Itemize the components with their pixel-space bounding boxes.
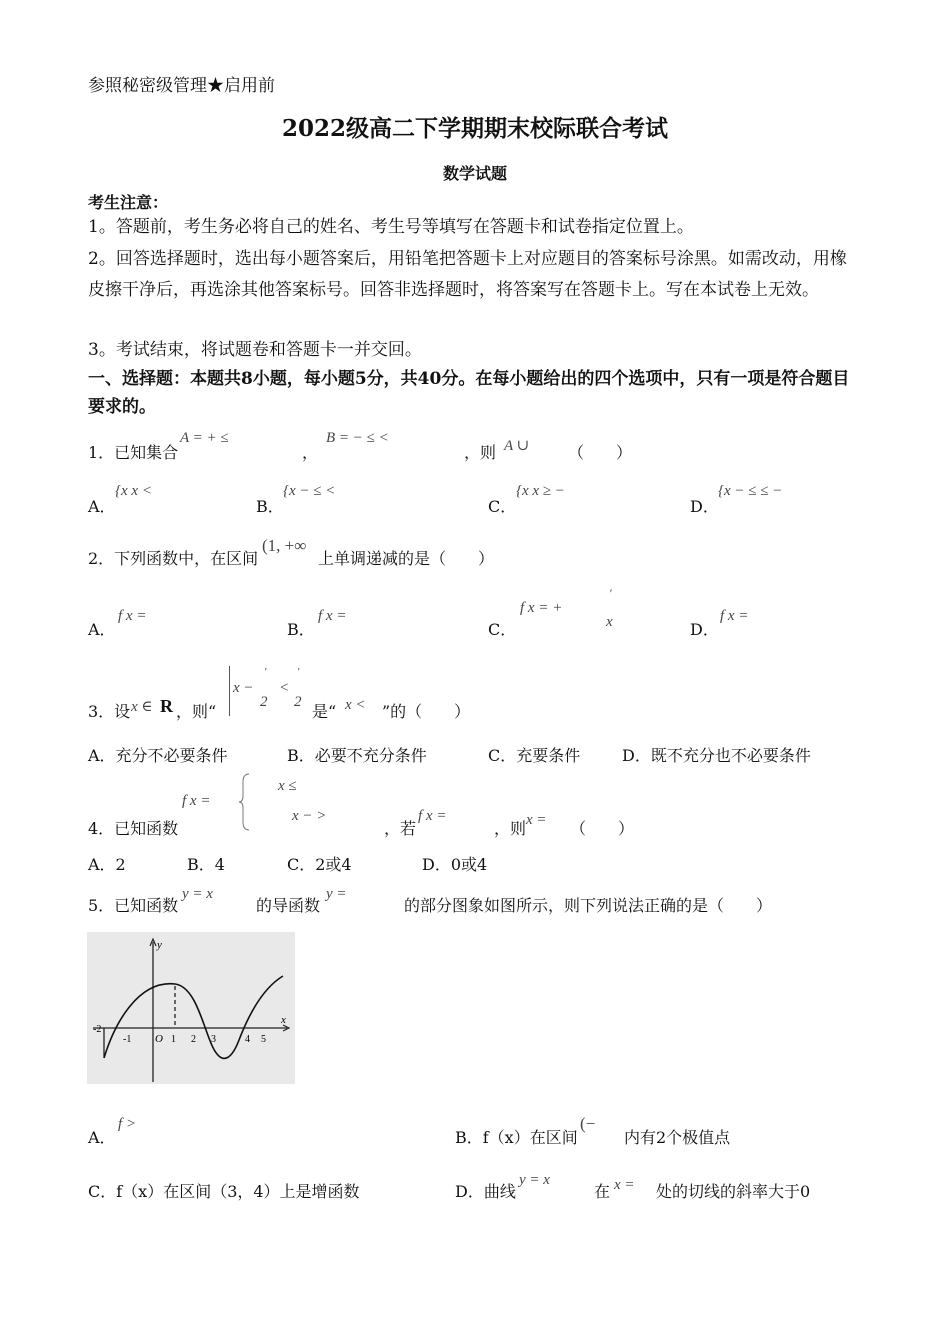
graph-tick-2: 2 <box>191 1034 196 1045</box>
exam-subtitle: 数学试题 <box>442 164 507 183</box>
q3-frac2-num: ' <box>297 666 300 678</box>
graph-y-label: y <box>157 939 162 951</box>
q1-option-a: {x x < <box>115 483 152 499</box>
q3-option-b: B．必要不充分条件 <box>287 746 427 765</box>
q4-prefix: 4．已知函数 <box>88 819 179 838</box>
q2-option-c: f x = + <box>520 600 563 616</box>
graph-tick-1: 1 <box>171 1034 176 1045</box>
q5-option-a-label: A． <box>88 1128 116 1147</box>
q2-interval: (1, +∞ <box>262 536 307 555</box>
q3-is: 是“ <box>312 702 337 721</box>
exam-title: 2022级高二下学期期末校际联合考试 <box>281 115 668 142</box>
q1-option-b-label: B． <box>256 497 284 516</box>
q1-option-c-label: C． <box>488 497 517 516</box>
q3-reals: R <box>160 696 173 716</box>
graph-tick-neg2: -2 <box>93 1024 102 1035</box>
q4-option-a: A．2 <box>88 855 126 874</box>
q5-prefix: 5．已知函数 <box>88 896 179 915</box>
q1-set-a: A = + ≤ <box>180 430 229 446</box>
notice-item-3: 3。考试结束，将试题卷和答题卡一并交回。 <box>88 340 422 360</box>
graph-background <box>87 932 295 1084</box>
q2-option-d-label: D． <box>690 620 719 639</box>
q2-option-c-denominator: x <box>606 614 613 630</box>
q4-then: ，则 <box>494 819 527 838</box>
q5-option-d-suffix: 处的切线的斜率大于0 <box>656 1182 811 1201</box>
graph-tick-3: 3 <box>211 1034 216 1045</box>
q5-option-d-label: D．曲线 <box>455 1182 516 1201</box>
q3-cond: x < <box>345 697 366 713</box>
q1-option-d: {x − ≤ ≤ − <box>718 483 783 499</box>
notice-item-2: 2。回答选择题时，选出每小题答案后，用铅笔把答题卡上对应题目的答案标号涂黑。如需改动，用橡皮擦干净后，再选涂其他答案标号。回答非选择题时，将答案写在答题卡上。写在本试卷上无效。 <box>88 249 847 300</box>
q4-piecewise-brace <box>238 772 252 832</box>
q1-prefix: 1．已知集合 <box>88 443 179 462</box>
q5-option-d-point: x = <box>614 1177 635 1193</box>
q1-set-b: B = − ≤ < <box>326 430 389 446</box>
q2-option-a-label: A． <box>88 620 116 639</box>
q3-abs-bar-left <box>229 666 230 716</box>
q3-option-c: C．充要条件 <box>488 746 581 765</box>
q2-option-c-label: C． <box>488 620 517 639</box>
q3-abs-expr: x − <box>233 680 254 696</box>
q5-derivative: y = <box>326 886 347 902</box>
q1-then: ，则 <box>464 443 497 462</box>
graph-tick-neg1: -1 <box>123 1034 132 1045</box>
q1-option-a-label: A． <box>88 497 116 516</box>
q3-frac1-num: ' <box>264 666 267 678</box>
q5-option-d-at: 在 <box>594 1182 611 1201</box>
q5-option-a: f > <box>118 1116 137 1132</box>
q3-frac2-den: 2 <box>294 694 302 710</box>
notice-heading: 考生注意： <box>88 193 169 212</box>
q2-option-c-numerator: ' <box>609 586 612 600</box>
q3-x-in: x ∈ <box>131 699 153 715</box>
q5-derivative-label: 的导函数 <box>256 896 321 915</box>
secrecy-label: 参照秘密级管理★启用前 <box>88 76 275 96</box>
graph-x-label: x <box>281 1014 286 1026</box>
q4-option-b: B．4 <box>187 855 225 874</box>
q4-option-d: D．0或4 <box>422 855 488 874</box>
q2-option-b: f x = <box>318 608 347 624</box>
notice-item-1: 1。答题前，考生务必将自己的姓名、考生号等填写在答题卡和试卷指定位置上。 <box>88 217 694 237</box>
graph-tick-5: 5 <box>261 1034 266 1045</box>
q3-prefix: 3．设 <box>88 702 131 721</box>
q1-option-d-label: D． <box>690 497 719 516</box>
graph-tick-4: 4 <box>245 1034 250 1045</box>
q3-frac1-den: 2 <box>260 694 268 710</box>
q2-suffix: 上单调递减的是（ ） <box>318 549 495 568</box>
q5-option-b-suffix: 内有2个极值点 <box>624 1128 731 1147</box>
graph-origin-label: O <box>155 1033 163 1045</box>
q4-case-1: x ≤ <box>278 778 297 794</box>
q3-then: ，则“ <box>176 702 217 721</box>
q5-option-d-curve: y = x <box>519 1172 550 1188</box>
q1-comma: ， <box>302 443 319 462</box>
q5-suffix: 的部分图象如图所示，则下列说法正确的是（ ） <box>404 896 773 915</box>
q3-suffix: ”的（ ） <box>382 702 471 721</box>
q1-option-b: {x − ≤ < <box>283 483 336 499</box>
q4-fx: f x = <box>182 793 211 809</box>
q3-option-d: D．既不充分也不必要条件 <box>622 746 811 765</box>
q2-option-a: f x = <box>118 608 147 624</box>
q4-condition: f x = <box>418 808 447 824</box>
q3-abs-lt: < <box>280 680 289 696</box>
q5-derivative-graph <box>87 932 295 1084</box>
q5-option-b-label: B．f（x）在区间 <box>455 1128 578 1147</box>
q2-prefix: 2．下列函数中，在区间 <box>88 549 259 568</box>
q1-union: A ∪ <box>504 438 530 454</box>
q4-case-2: x − > <box>292 808 327 824</box>
q4-option-c: C．2或4 <box>287 855 352 874</box>
q2-option-d: f x = <box>720 608 749 624</box>
section-heading: 一、选择题：本题共8小题，每小题5分，共40分。在每小题给出的四个选项中，只有一项是符合题目要求的。 <box>88 369 850 417</box>
q1-paren: （ ） <box>568 443 633 462</box>
q4-paren: （ ） <box>570 819 635 838</box>
q5-func: y = x <box>182 886 213 902</box>
q4-if: ，若 <box>384 819 417 838</box>
q4-ask: x = <box>526 812 547 828</box>
q5-option-c: C．f（x）在区间（3，4）上是增函数 <box>88 1182 360 1201</box>
q2-option-b-label: B． <box>287 620 315 639</box>
q3-option-a: A．充分不必要条件 <box>88 746 228 765</box>
q5-option-b-interval: (− <box>580 1114 596 1133</box>
q1-option-c: {x x ≥ − <box>516 483 565 499</box>
